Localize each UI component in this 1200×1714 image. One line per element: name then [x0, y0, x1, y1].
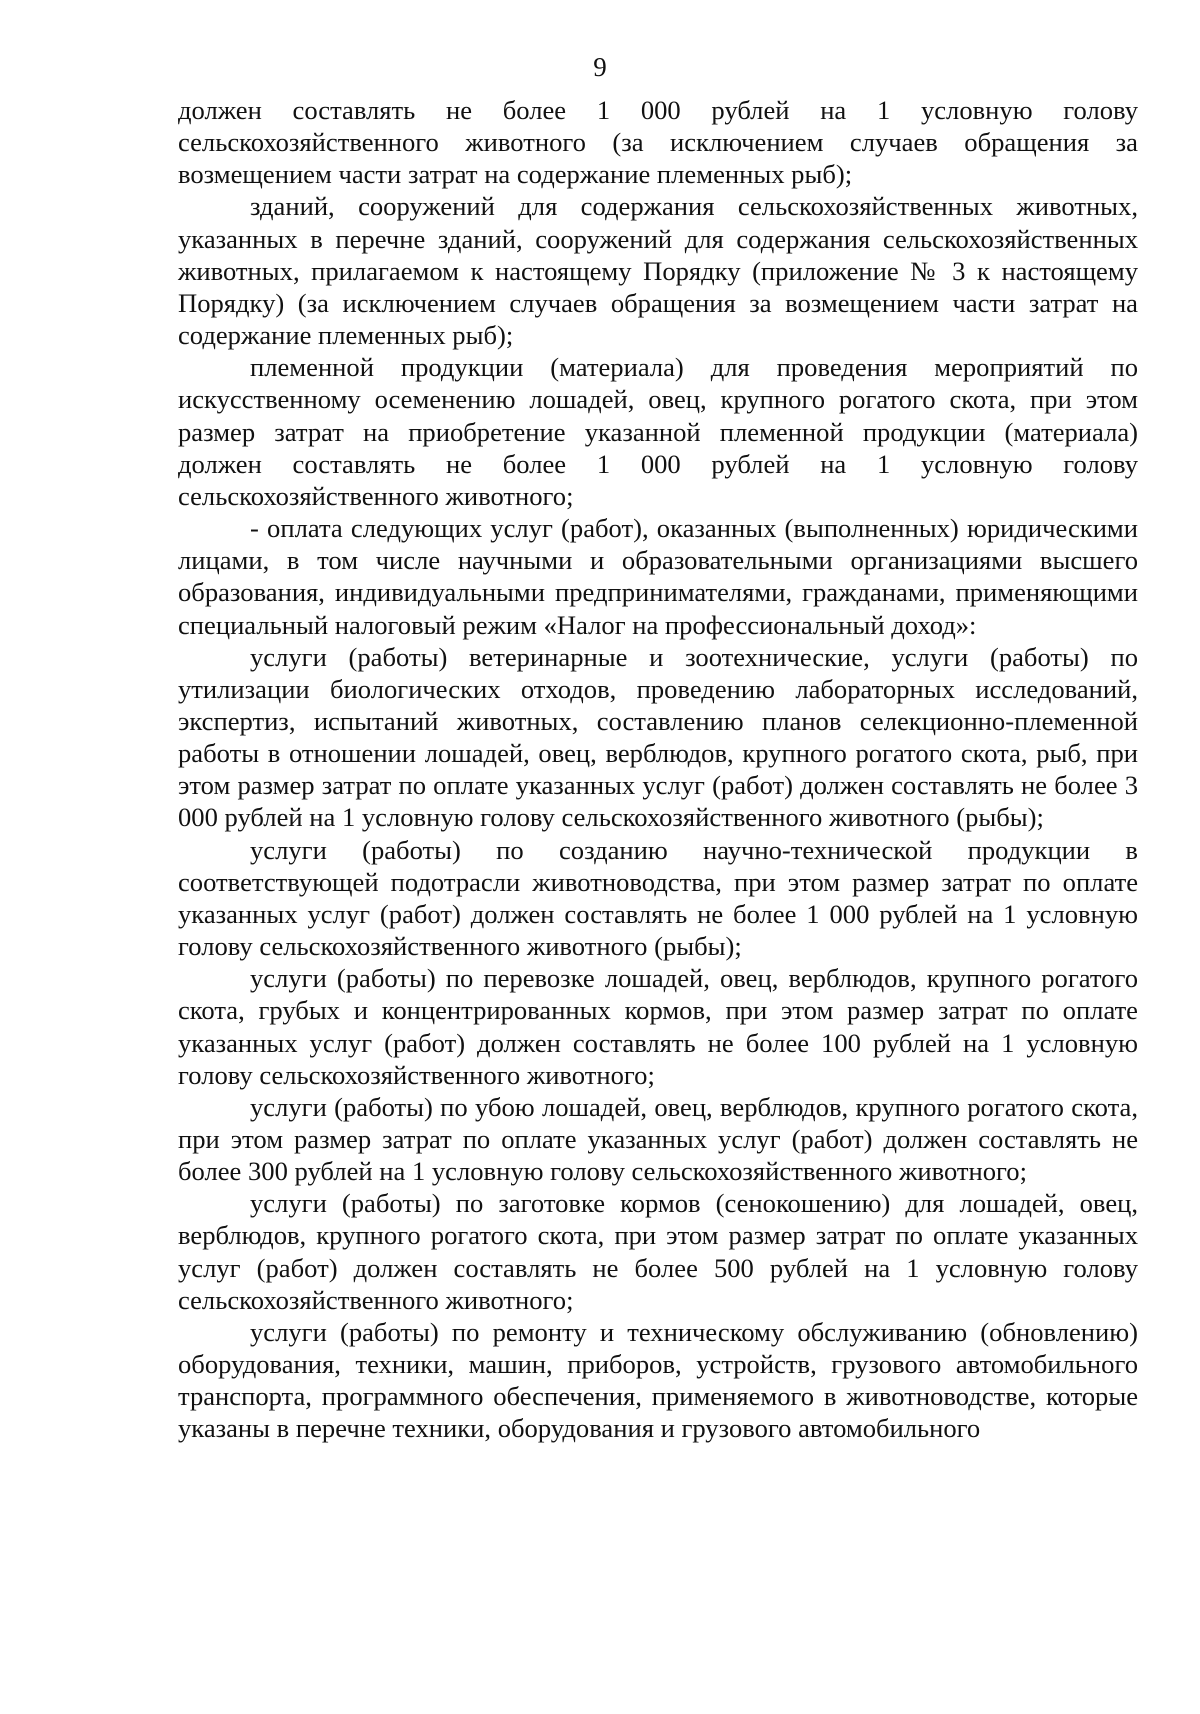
paragraph-veterinary-services: услуги (работы) ветеринарные и зоотехнические, услуги (работы) по утилизации биологических отходов, проведению лабораторных исследований, экспертиз, испытаний животных, составлению планов селекционно-племенной работы в отношении лошадей, овец, верблюдов, крупного рогатого скота, рыб, при этом размер затрат по оплате указанных услуг (работ) должен составлять не более 3 000 рублей на 1 условную голову сельскохозяйственного животного (рыбы);: [178, 641, 1138, 833]
paragraph-scientific-services: услуги (работы) по созданию научно-технической продукции в соответствующей подотрасли животноводства, при этом размер затрат по оплате указанных услуг (работ) должен составлять не более 1 000 рублей на 1 условную голову сельскохозяйственного животного (рыбы);: [178, 834, 1138, 962]
paragraph-continuation: должен составлять не более 1 000 рублей на 1 условную голову сельскохозяйственного животного (за исключением случаев обращения за возмещением части затрат на содержание племенных рыб);: [178, 95, 1138, 190]
paragraph-feed-services: услуги (работы) по заготовке кормов (сенокошению) для лошадей, овец, верблюдов, крупного рогатого скота, при этом размер затрат по оплате указанных услуг (работ) должен составлять не более 500 рублей на 1 условную голову сельскохозяйственного животного;: [178, 1188, 1138, 1315]
page-number: 9: [593, 52, 607, 82]
paragraph-transport-services: услуги (работы) по перевозке лошадей, овец, верблюдов, крупного рогатого скота, грубых и концентрированных кормов, при этом размер затрат по оплате указанных услуг (работ) должен составлять не более 100 рублей на 1 условную голову сельскохозяйственного животного;: [178, 963, 1138, 1090]
paragraph-breeding-products: племенной продукции (материала) для проведения мероприятий по искусственному осеменению лошадей, овец, крупного рогатого скота, при этом размер затрат на приобретение указанной племенной продукции (материала) должен составлять не более 1 000 рублей на 1 условную голову сельскохозяйственного животного;: [178, 352, 1138, 511]
paragraph-repair-services: услуги (работы) по ремонту и техническому обслуживанию (обновлению) оборудования, техники, машин, приборов, устройств, грузового автомобильного транспорта, программного обеспечения, применяемого в животноводстве, которые указаны в перечне техники, оборудования и грузового автомобильного: [178, 1316, 1138, 1444]
paragraph-slaughter-services: услуги (работы) по убою лошадей, овец, верблюдов, крупного рогатого скота, при этом размер затрат по оплате указанных услуг (работ) должен составлять не более 300 рублей на 1 условную голову сельскохозяйственного животного;: [178, 1091, 1138, 1187]
paragraph-services-payment: - оплата следующих услуг (работ), оказанных (выполненных) юридическими лицами, в том числе научными и образовательными организациями высшего образования, индивидуальными предпринимателями, гражданами, применяющими специальный налоговый режим «Налог на профессиональный доход»:: [178, 513, 1138, 640]
document-body: [178, 94, 1138, 1445]
paragraph-buildings: зданий, сооружений для содержания сельскохозяйственных животных, указанных в перечне зданий, сооружений для содержания сельскохозяйственных животных, прилагаемом к настоящему Порядку (приложение № 3 к настоящему Порядку) (за исключением случаев обращения за возмещением части затрат на содержание племенных рыб);: [178, 191, 1138, 351]
